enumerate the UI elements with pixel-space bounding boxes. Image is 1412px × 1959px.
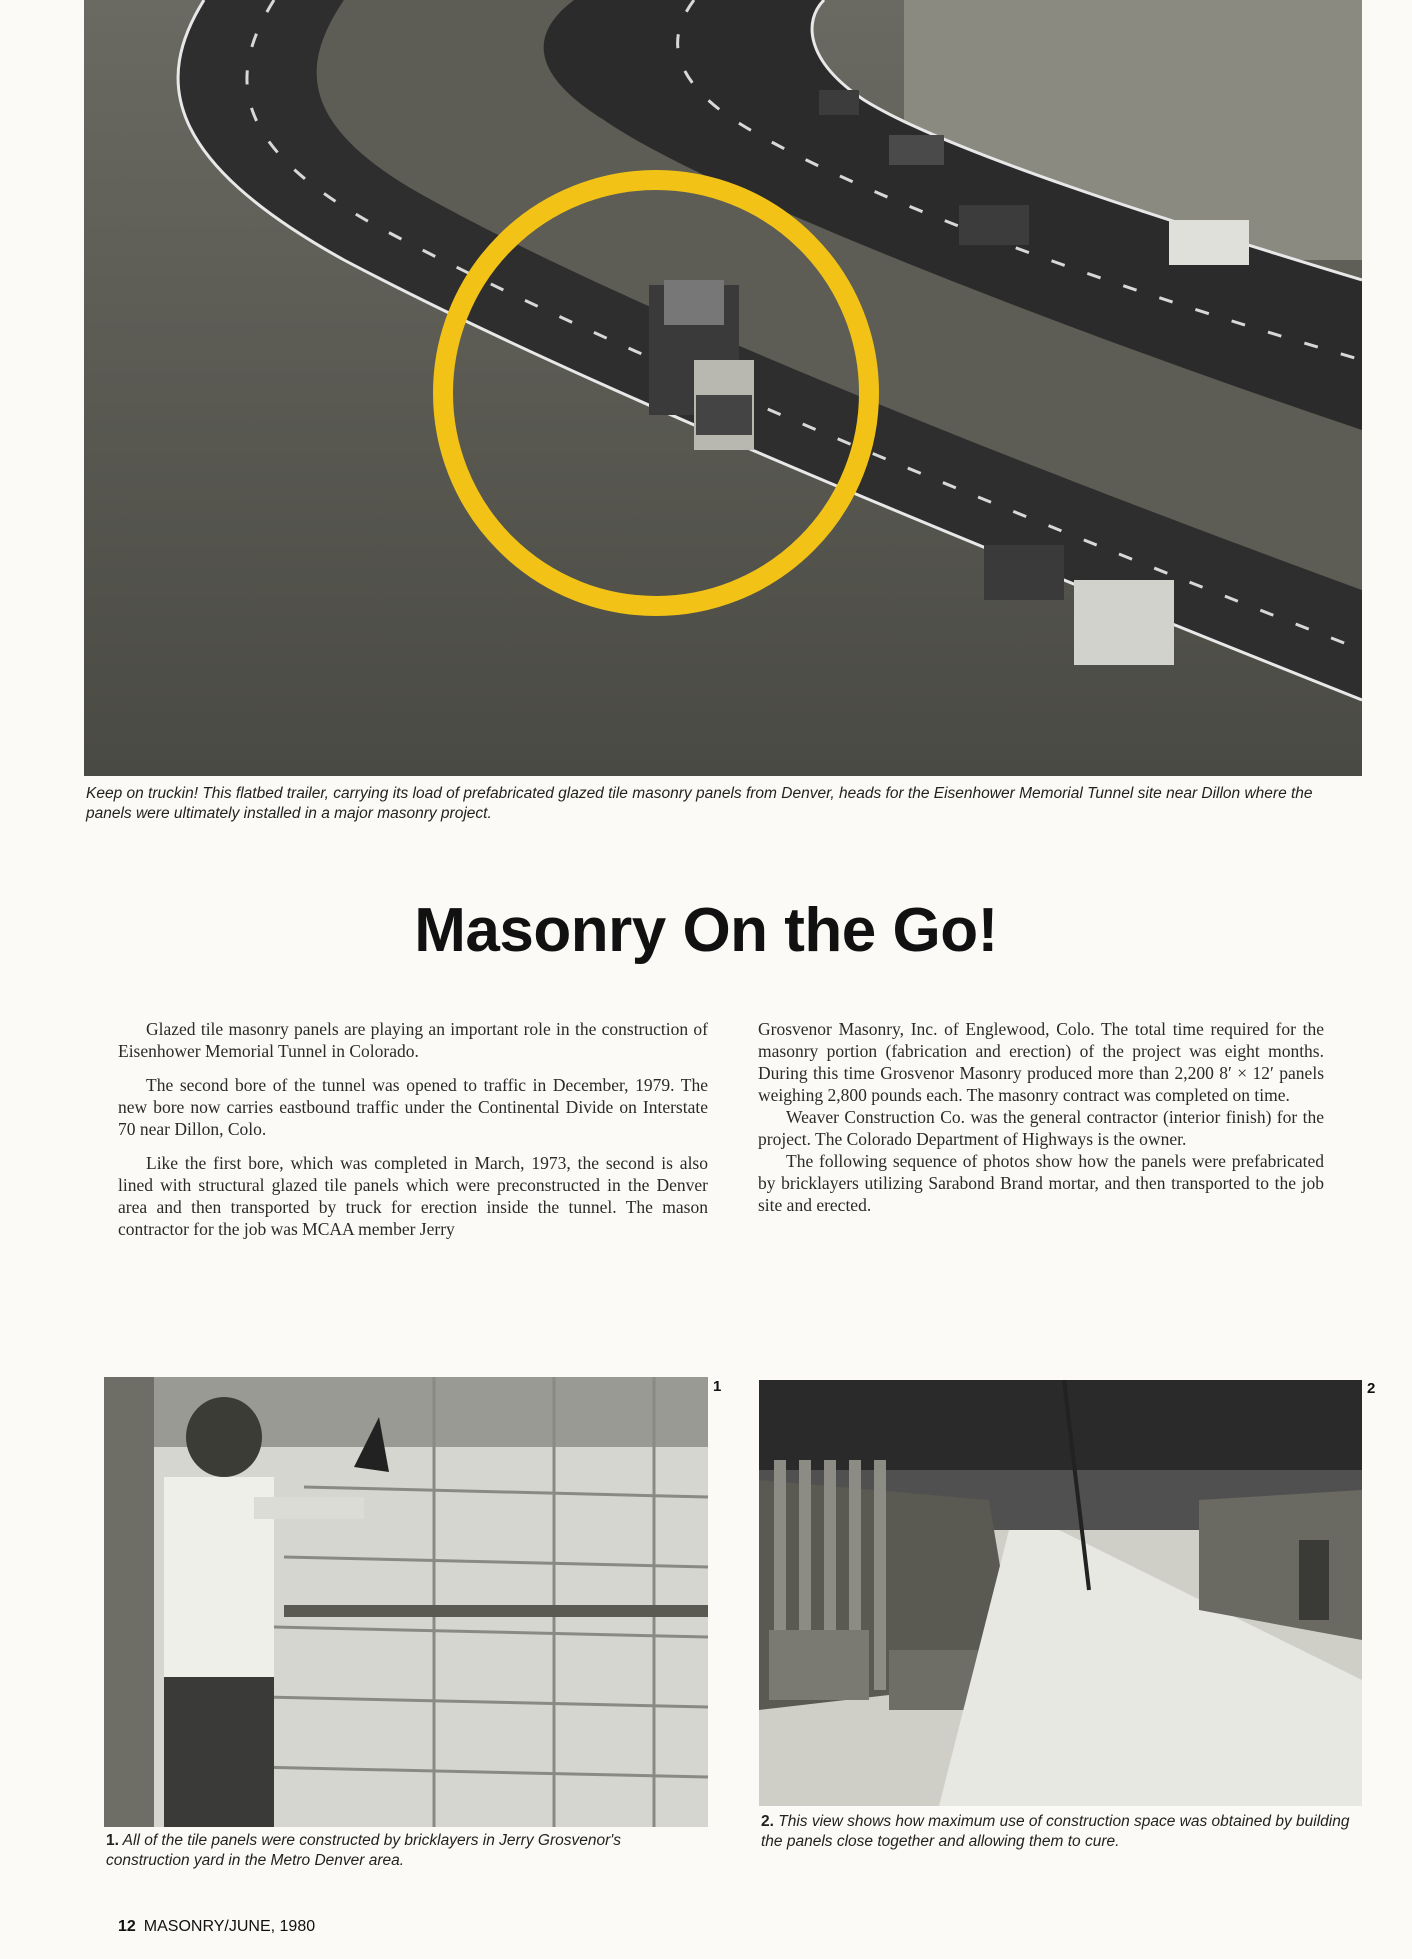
- paragraph: Glazed tile masonry panels are playing an important role in the construction of Eisenhower Memorial Tunnel in Colorado.: [118, 1019, 708, 1061]
- photo-2-number: 2: [1367, 1380, 1376, 1397]
- photo-1-caption-text: All of the tile panels were constructed by bricklayers in Jerry Grosvenor's construction yard in the Metro Denver area.: [106, 1832, 621, 1869]
- paragraph: Like the first bore, which was completed in March, 1973, the second is also lined with structural glazed tile panels which were preconstructed in the Denver area and then transported by truck for erection inside the tunnel. The mason contractor for the job was MCAA member Jerry: [118, 1153, 708, 1239]
- hero-photo: [84, 0, 1362, 776]
- right-column: [758, 1018, 1324, 1216]
- paragraph: The second bore of the tunnel was opened to traffic in December, 1979. The new bore now carries eastbound traffic under the Continental Divide on Interstate 70 near Dillon, Colo.: [118, 1075, 708, 1139]
- photo-2-caption-text: This view shows how maximum use of construction space was obtained by building the panels close together and allowing them to cure.: [761, 1813, 1350, 1850]
- photo-2-caption: [761, 1812, 1361, 1852]
- photo-2: [759, 1380, 1362, 1806]
- publication-line: MASONRY/JUNE, 1980: [143, 1918, 316, 1935]
- photo-1-caption: [106, 1831, 706, 1871]
- headline: Masonry On the Go!: [414, 896, 998, 965]
- photo-2-caption-number: 2.: [761, 1813, 774, 1830]
- paragraph: Weaver Construction Co. was the general contractor (interior finish) for the project. The Colorado Department of Highways is the owner.: [758, 1107, 1324, 1149]
- hero-caption: Keep on truckin! This flatbed trailer, carrying its load of prefabricated glazed tile masonry panels from Denver, heads for the Eisenhower Memorial Tunnel site near Dillon where the panels were ultimately installed in a major masonry project.: [86, 785, 1313, 822]
- photo-1: [104, 1377, 708, 1827]
- photo-1-caption-number: 1.: [106, 1832, 119, 1849]
- paragraph: The following sequence of photos show how the panels were prefabricated by bricklayers utilizing Sarabond Brand mortar, and then transported to the job site and erected.: [758, 1151, 1324, 1215]
- photo-1-number: 1: [713, 1378, 722, 1395]
- paragraph: Grosvenor Masonry, Inc. of Englewood, Colo. The total time required for the masonry portion (fabrication and erection) of the project was eight months. During this time Grosvenor Masonry produced more than 2,200 8′ × 12′ panels weighing 2,800 pounds each. The masonry contract was completed on time.: [758, 1019, 1324, 1105]
- left-column: [118, 1018, 708, 1240]
- page-number: 12: [118, 1918, 136, 1935]
- page-footer: [118, 1918, 315, 1936]
